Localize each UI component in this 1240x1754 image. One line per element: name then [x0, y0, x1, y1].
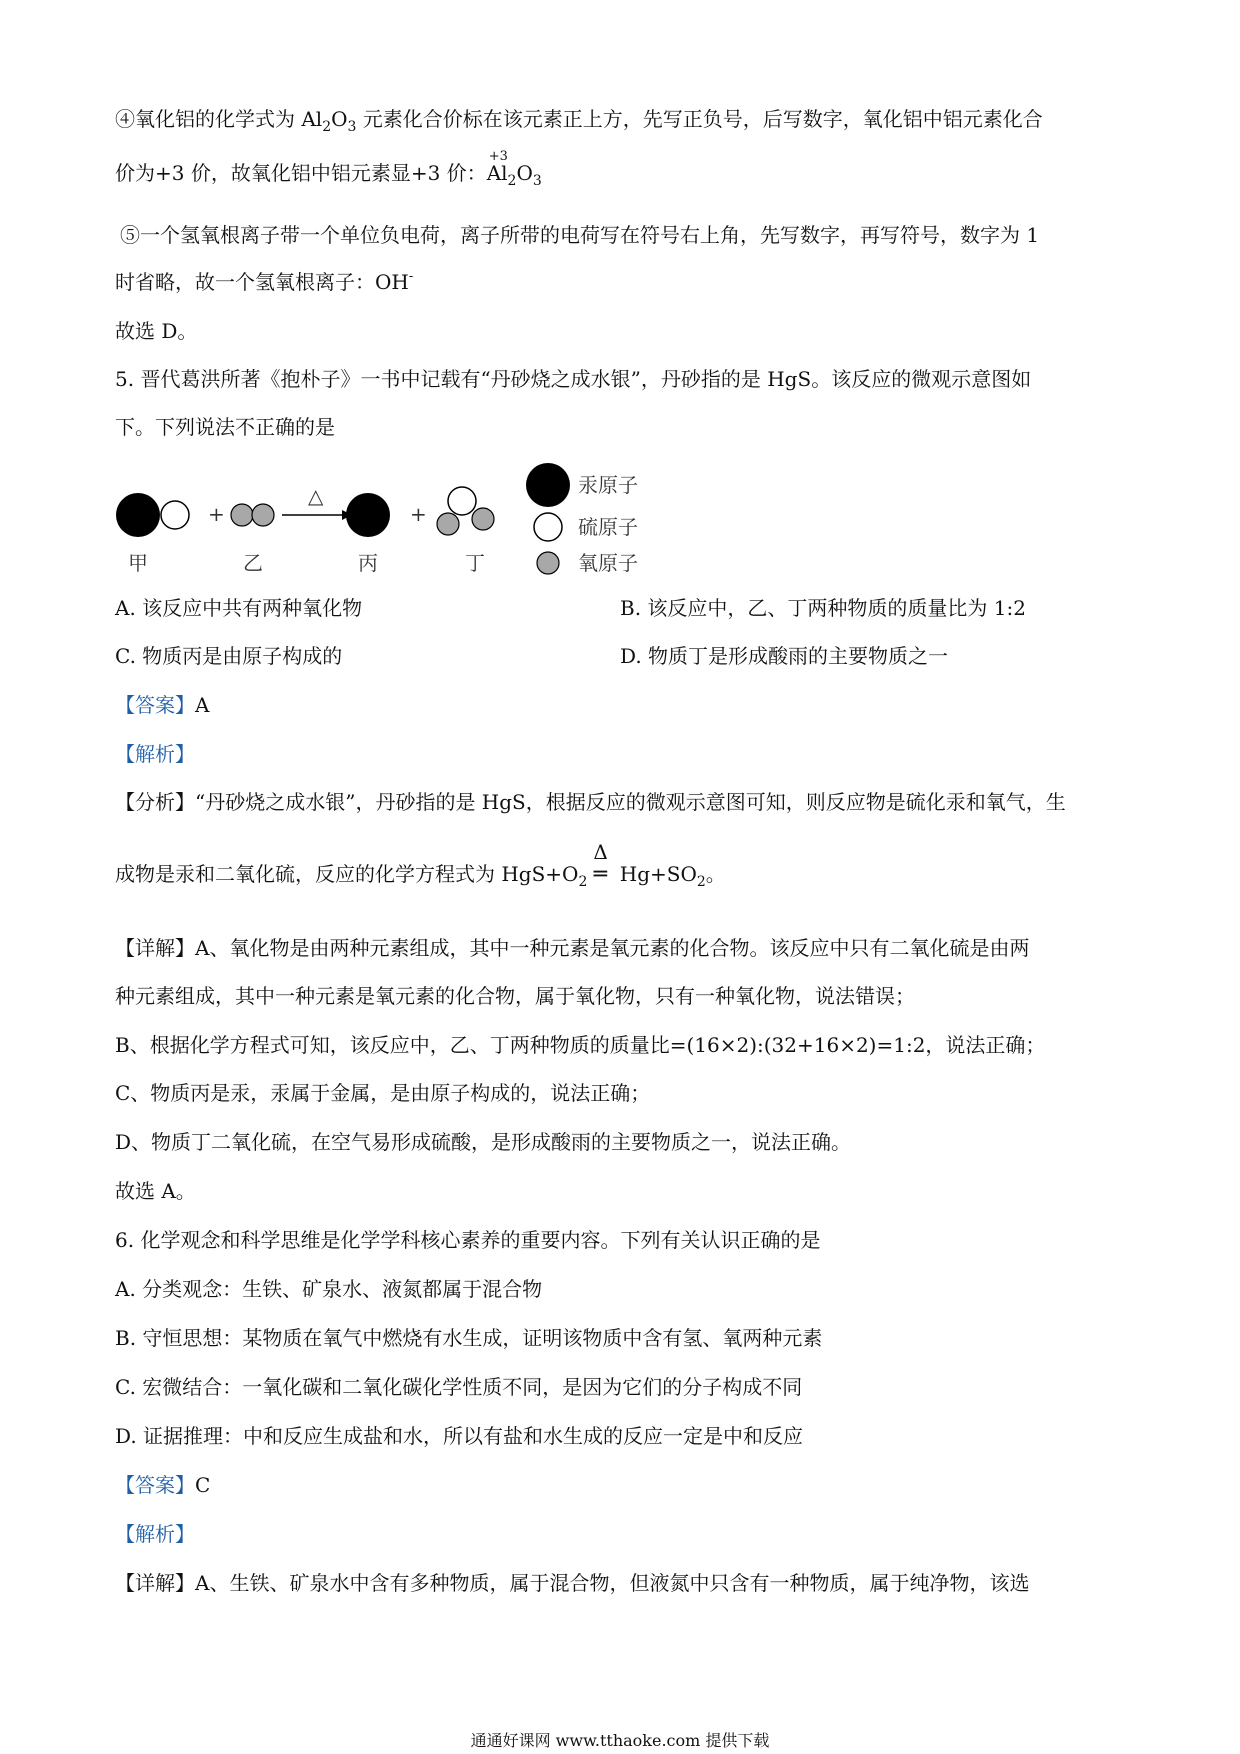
q5-fenxi-line2: 成物是汞和二氧化硫，反应的化学方程式为 $HgS+O_2$ Δ ═ $Hg+SO_2$。	[115, 840, 726, 890]
q5-answer: 【答案】A	[115, 693, 210, 717]
q6-stem: 6. 化学观念和科学思维是化学学科核心素养的重要内容。下列有关认识正确的是	[115, 1228, 821, 1252]
label-bing: 丙	[358, 551, 378, 575]
o-atom-yi-2	[252, 504, 274, 526]
label-jia: 甲	[128, 551, 148, 575]
legend-hg-label: 汞原子	[578, 473, 638, 497]
item4-line2: 价为+3 价，故氧化铝中铝元素显+3 价： +3 $Al_2O_3$	[115, 149, 542, 189]
q5-stem-line2: 下。下列说法不正确的是	[115, 415, 335, 439]
q5-stem-line1: 5. 晋代葛洪所著《抱朴子》一书中记载有“丹砂烧之成水银”，丹砂指的是 HgS。该反应的微观示意图如	[115, 367, 1032, 391]
q6-jiexi: 【解析】	[115, 1522, 195, 1546]
legend-o-label: 氧原子	[578, 551, 638, 575]
label-yi: 乙	[243, 551, 263, 575]
q5-detail-b: B、根据化学方程式可知，该反应中，乙、丁两种物质的质量比=(16×2):(32+16×2)=1:2，说法正确；	[115, 1033, 1046, 1057]
q5-detail-c: C、物质丙是汞，汞属于金属，是由原子构成的，说法正确；	[115, 1081, 651, 1105]
q5-choose: 故选 A。	[115, 1179, 196, 1203]
q6-answer: 【答案】C	[115, 1473, 211, 1497]
q5-detail-a1: 【详解】A、氧化物是由两种元素组成，其中一种元素是氧元素的化合物。该反应中只有二氧化硫是由两	[115, 936, 1030, 960]
valence-formula: +3 Al	[486, 149, 508, 185]
q5-detail-d: D、物质丁二氧化硫，在空气易形成硫酸，是形成酸雨的主要物质之一，说法正确。	[115, 1130, 852, 1154]
q6-option-d: D. 证据推理：中和反应生成盐和水，所以有盐和水生成的反应一定是中和反应	[115, 1424, 804, 1448]
q6-detail-a1: 【详解】A、生铁、矿泉水中含有多种物质，属于混合物，但液氮中只含有一种物质，属于纯净物，该选	[115, 1571, 1030, 1595]
q5-option-d: D. 物质丁是形成酸雨的主要物质之一	[620, 644, 949, 668]
q5-jiexi: 【解析】	[115, 742, 195, 766]
footer: 通通好课网 www.tthaoke.com 提供下载	[470, 1731, 770, 1750]
item5-line1: ⑤一个氢氧根离子带一个单位负电荷，离子所带的电荷写在符号右上角，先写数字，再写符号，数字为 1	[120, 223, 1040, 247]
reaction-diagram	[110, 455, 670, 585]
item5-line2: 时省略，故一个氢氧根离子：OH-	[115, 269, 414, 294]
q5-option-a: A. 该反应中共有两种氧化物	[115, 596, 363, 620]
s-atom-ding	[448, 487, 476, 515]
legend-s-label: 硫原子	[578, 515, 638, 539]
legend-hg-icon	[526, 463, 570, 507]
hg-atom-jia	[116, 493, 160, 537]
legend-s-icon	[534, 513, 562, 541]
q5-fenxi-line1: 【分析】“丹砂烧之成水银”，丹砂指的是 HgS，根据反应的微观示意图可知，则反应物是硫化汞和氧气，生	[115, 790, 1066, 814]
o-atom-ding-1	[437, 513, 459, 535]
q5-option-c: C. 物质丙是由原子构成的	[115, 644, 343, 668]
label-ding: 丁	[465, 551, 485, 575]
plus-2: +	[410, 502, 427, 526]
o-atom-yi-1	[231, 504, 253, 526]
q6-option-c: C. 宏微结合：一氧化碳和二氧化碳化学性质不同，是因为它们的分子构成不同	[115, 1375, 803, 1399]
q6-option-b: B. 守恒思想：某物质在氧气中燃烧有水生成，证明该物质中含有氢、氧两种元素	[115, 1326, 823, 1350]
o-atom-ding-2	[472, 508, 494, 530]
plus-1: +	[208, 502, 225, 526]
item4-line1: ④氧化铝的化学式为 $Al_2O_3$ 元素化合价标在该元素正上方，先写正负号，后写数字，氧化铝中铝元素化合	[115, 107, 1043, 135]
q6-option-a: A. 分类观念：生铁、矿泉水、液氮都属于混合物	[115, 1277, 543, 1301]
s-atom-jia	[161, 501, 189, 529]
q5-option-b: B. 该反应中，乙、丁两种物质的质量比为 1:2	[620, 596, 1026, 620]
hg-atom-bing	[346, 493, 390, 537]
legend-o-icon	[537, 552, 559, 574]
q5-detail-a2: 种元素组成，其中一种元素是氧元素的化合物，属于氧化物，只有一种氧化物，说法错误；	[115, 984, 915, 1008]
q4-choose: 故选 D。	[115, 319, 198, 343]
arrow-condition: △	[308, 484, 324, 508]
delta-equals-sign: Δ ═	[593, 840, 608, 887]
